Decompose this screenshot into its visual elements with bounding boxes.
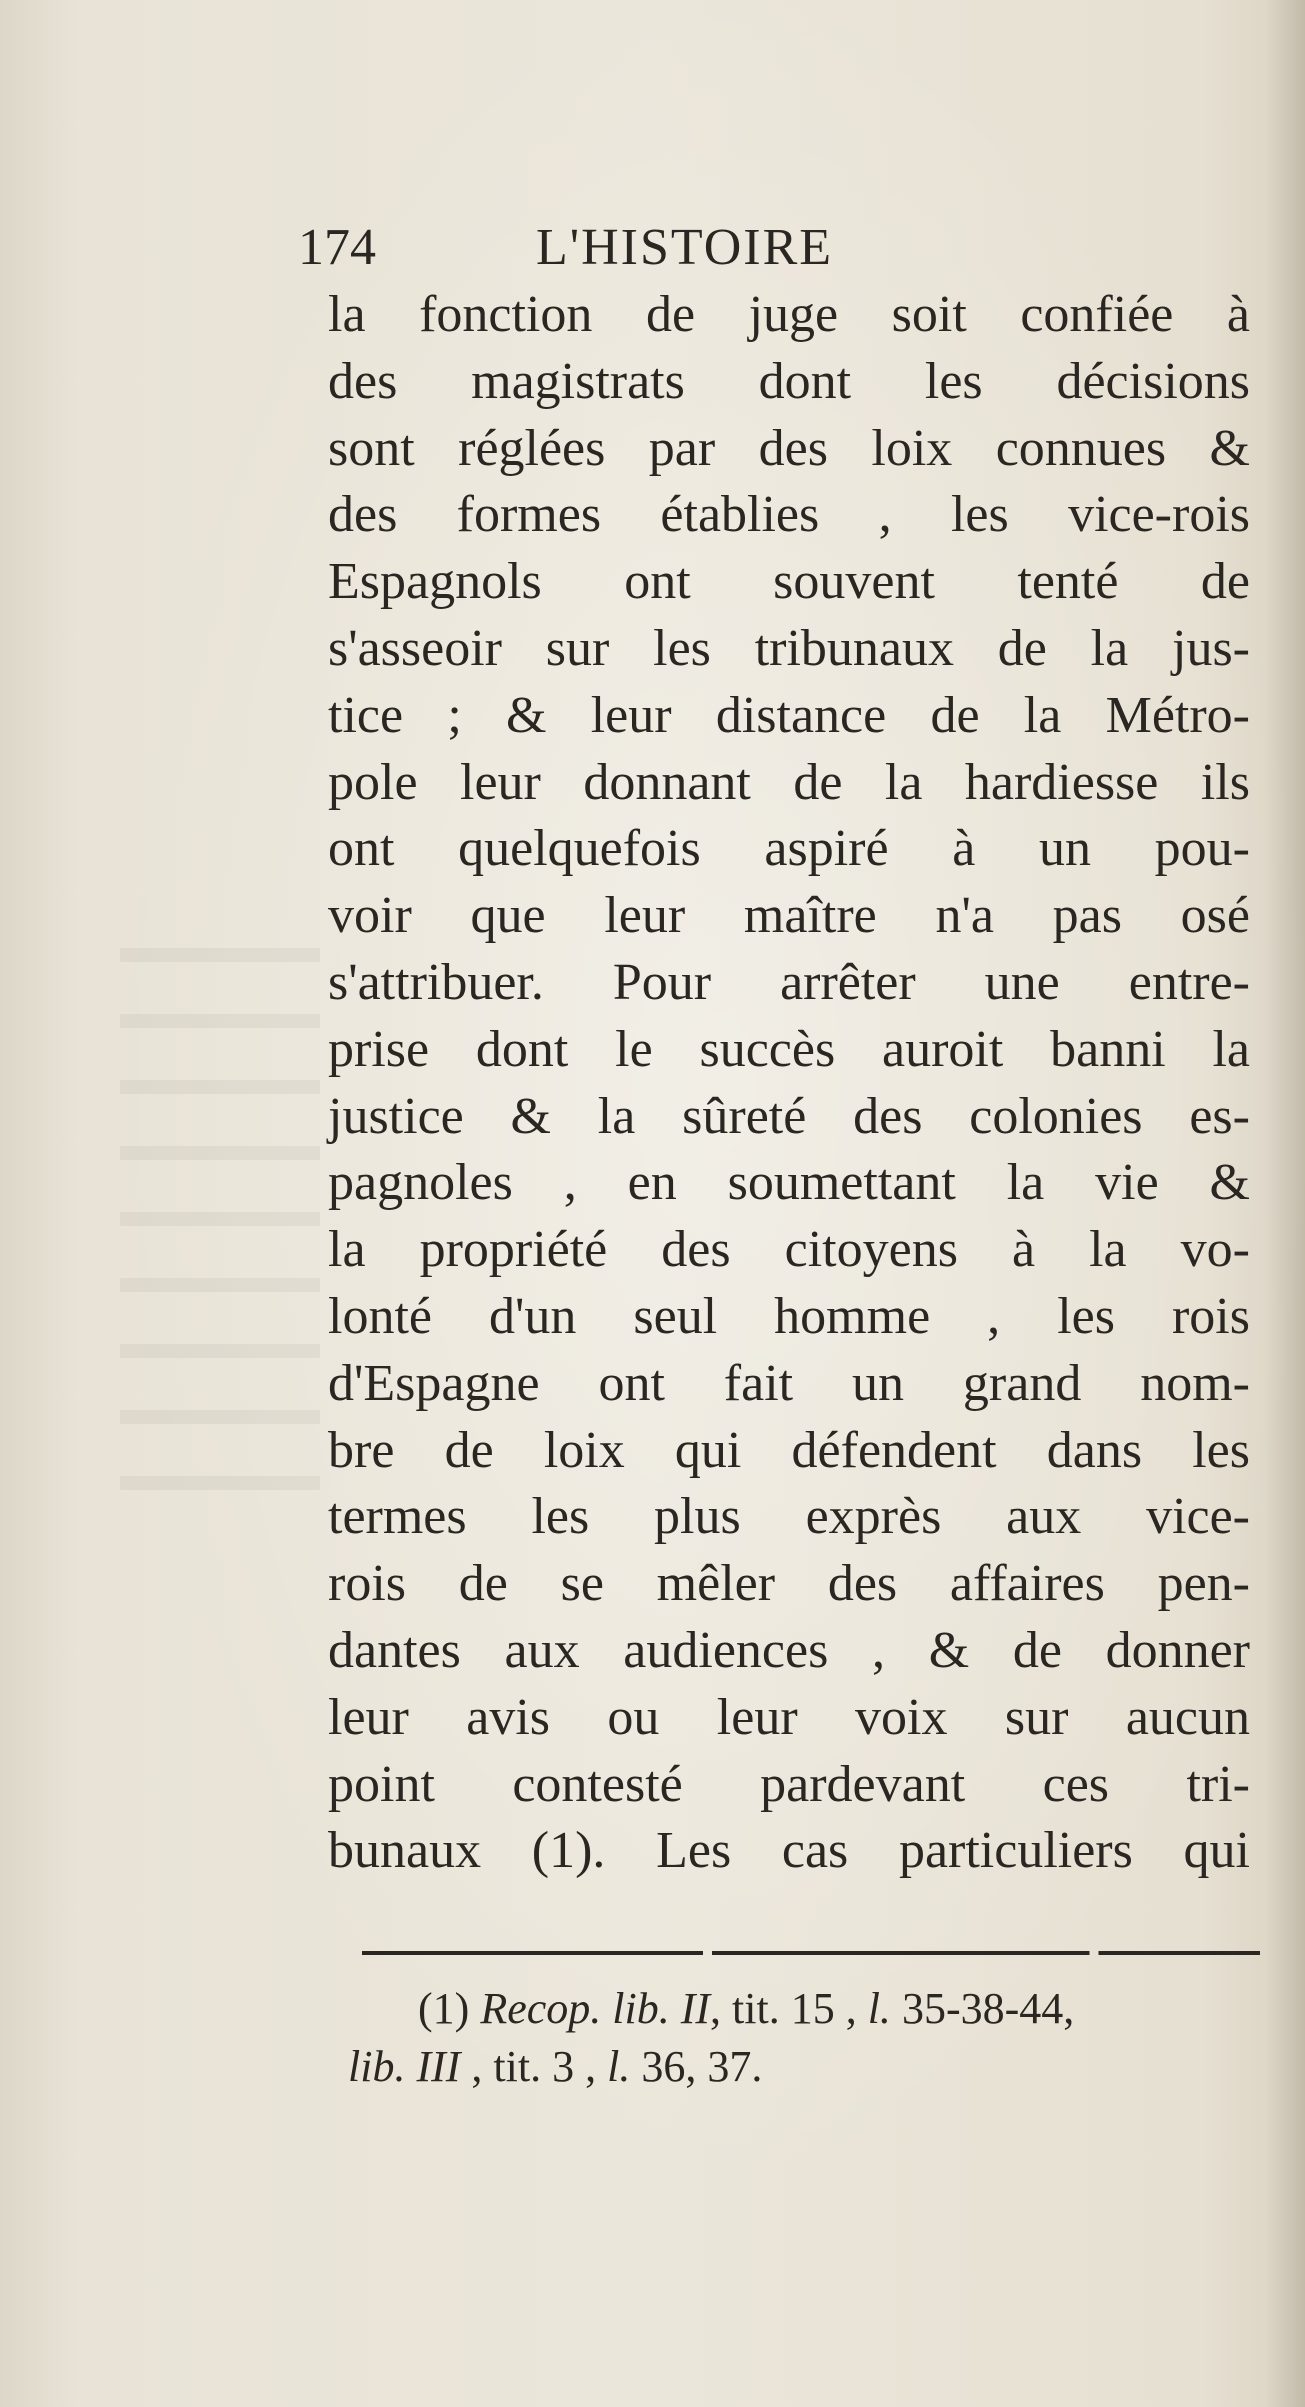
footnote	[348, 1980, 1260, 2096]
show-through-bleed	[120, 930, 320, 1490]
text-line: point contesté pardevant ces tri-	[328, 1755, 1250, 1813]
running-head: L'HISTOIRE	[536, 219, 834, 276]
page-header	[298, 218, 998, 278]
page-number: 174	[298, 219, 376, 276]
text-line: tice ; & leur distance de la Métro-	[328, 686, 1250, 744]
body-text	[328, 282, 1250, 1885]
text-line: lonté d'un seul homme , les rois	[328, 1287, 1250, 1345]
footnote-marker: (1)	[418, 1984, 470, 2033]
gutter-shadow	[1265, 0, 1305, 2407]
text-line: bunaux (1). Les cas particuliers qui	[328, 1822, 1250, 1880]
footnote-law-abbrev: l.	[607, 2042, 631, 2091]
text-line: prise dont le succès auroit banni la	[328, 1020, 1250, 1078]
footnote-line-1	[348, 1980, 1260, 2038]
footnote-law-numbers: 35-38-44,	[901, 1984, 1075, 2033]
text-line: des formes établies , les vice-rois	[328, 486, 1250, 544]
text-line: sont réglées par des loix connues &	[328, 419, 1250, 477]
text-line: d'Espagne ont fait un grand nom-	[328, 1354, 1250, 1412]
footnote-line-2	[348, 2038, 1260, 2096]
text-line: pole leur donnant de la hardiesse ils	[328, 753, 1250, 811]
footnote-reference: Recop. lib. II	[480, 1984, 711, 2033]
text-line: justice & la sûreté des colonies es-	[328, 1087, 1250, 1145]
footnote-title: , tit. 15 ,	[710, 1984, 857, 2033]
footnote-law-abbrev: l.	[867, 1984, 891, 2033]
text-line: leur avis ou leur voix sur aucun	[328, 1688, 1250, 1746]
text-line: bre de loix qui défendent dans les	[328, 1421, 1250, 1479]
text-line: termes les plus exprès aux vice-	[328, 1488, 1250, 1546]
text-line: Espagnols ont souvent tenté de	[328, 553, 1250, 611]
text-line: s'attribuer. Pour arrêter une entre-	[328, 953, 1250, 1011]
text-line: rois de se mêler des affaires pen-	[328, 1555, 1250, 1613]
footnote-law-numbers: 36, 37.	[641, 2042, 763, 2091]
footnote-rule	[362, 1951, 1260, 1955]
text-line: pagnoles , en soumettant la vie &	[328, 1154, 1250, 1212]
text-line: dantes aux audiences , & de donner	[328, 1621, 1250, 1679]
footnote-title: , tit. 3 ,	[471, 2042, 597, 2091]
text-line: la propriété des citoyens à la vo-	[328, 1221, 1250, 1279]
text-line: voir que leur maître n'a pas osé	[328, 887, 1250, 945]
text-line: la fonction de juge soit confiée à	[328, 286, 1250, 343]
text-line: s'asseoir sur les tribunaux de la jus-	[328, 619, 1250, 677]
text-line: des magistrats dont les décisions	[328, 352, 1250, 410]
text-line: ont quelquefois aspiré à un pou-	[328, 820, 1250, 878]
footnote-book: lib. III	[348, 2042, 461, 2091]
